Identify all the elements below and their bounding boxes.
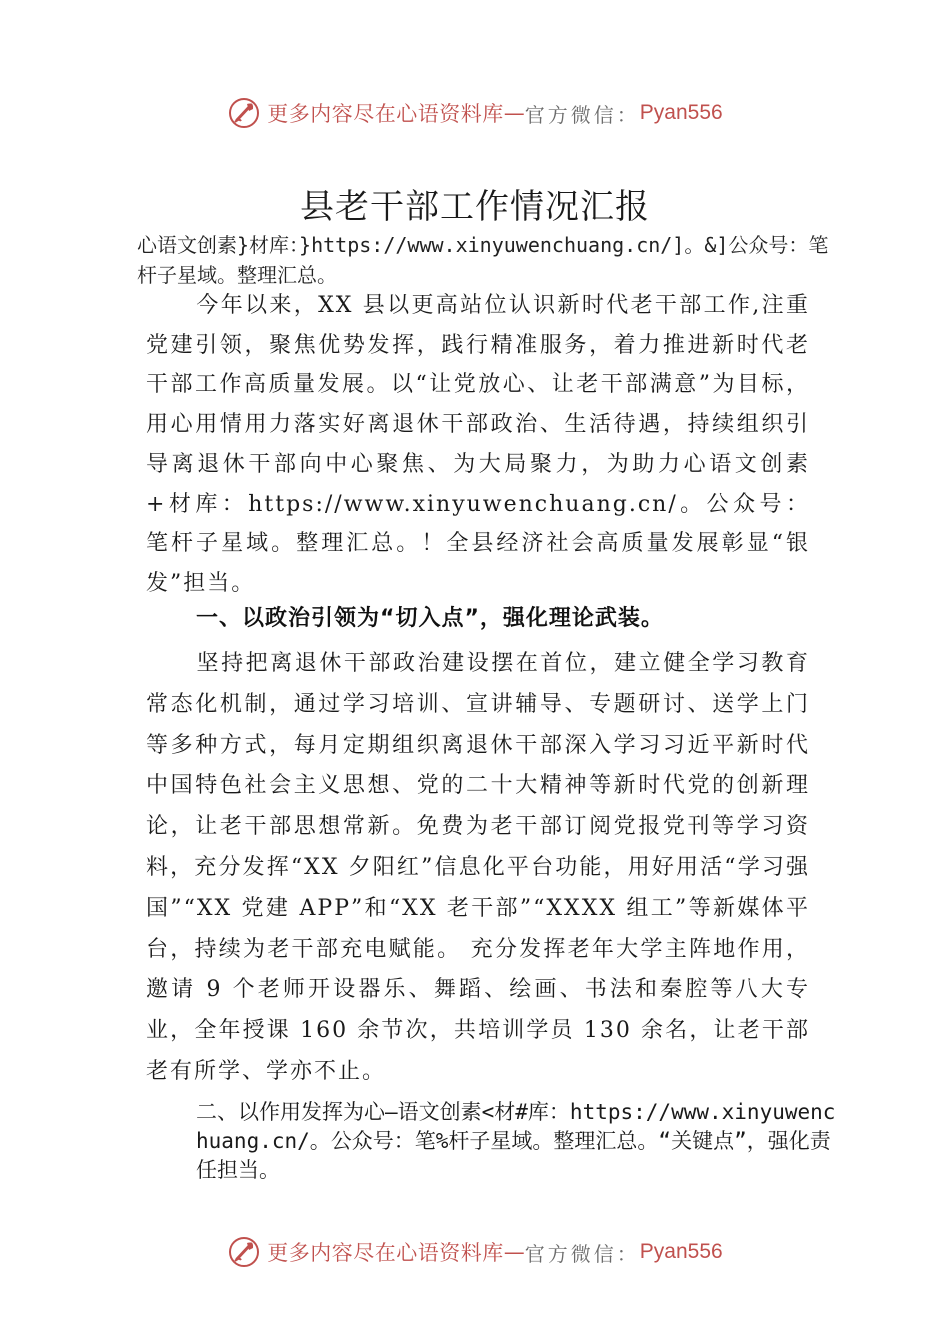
banner-label: 官方微信：: [524, 1241, 640, 1266]
banner-separator: —: [503, 1240, 525, 1264]
quill-pen-seal-icon: [227, 1235, 261, 1269]
banner-text: 更多内容尽在心语资料库: [267, 102, 504, 126]
source-note: 心语文创素}材库：}https://www.xinyuwenchuang.cn/]。&]公众号：笔杆子星域。整理汇总。: [137, 233, 829, 287]
paragraph-intro: [146, 286, 810, 604]
paragraph-section-1: [146, 644, 810, 1093]
quill-pen-seal-icon: [227, 96, 261, 130]
document-title: 县老干部工作情况汇报: [300, 187, 650, 227]
banner-label: 官方微信：: [524, 102, 640, 127]
paragraph-intro-text: 今年以来，XX 县以更高站位认识新时代老干部工作,注重党建引领，聚焦优势发挥，践行精准服务，着力推进新时代老干部工作高质量发展。以“让党放心、让老干部满意”为目标，用心用情用力落实好离退休干部政治、生活待遇，持续组织引导离退休干部向中心聚焦、为大局聚力，为助力心语文创素+材库：https://www.xinyuwenchuang.cn/。公众号：笔杆子星域。整理汇总。！全县经济社会高质量发展彰显“银发”担当。: [146, 293, 810, 596]
section-heading-1: 一、以政治引领为“切入点”，强化理论武装。: [196, 606, 664, 631]
header-banner: [0, 93, 950, 133]
banner-wechat-id: Pyan556: [639, 1240, 723, 1263]
banner-text: 更多内容尽在心语资料库: [267, 1241, 504, 1265]
footer-banner: [0, 1232, 950, 1272]
section-heading-2: 二、以作用发挥为心—语文创素<材#库：https://www.xinyuwenchuang.cn/。公众号：笔%杆子星域。整理汇总。“关键点”，强化责任担当。: [196, 1100, 836, 1182]
paragraph-section-1-text: 坚持把离退休干部政治建设摆在首位，建立健全学习教育常态化机制，通过学习培训、宣讲辅导、专题研讨、送学上门等多种方式，每月定期组织离退休干部深入学习习近平新时代中国特色社会主义思想、党的二十大精神等新时代党的创新理论，让老干部思想常新。免费为老干部订阅党报党刊等学习资料，充分发挥“XX 夕阳红”信息化平台功能，用好用活“学习强国”“XX 党建 APP”和“XX 老干部”“XXXX 组工”等新媒体平台，持续为老干部充电赋能。 充分发挥老年大学主阵地作用，邀请 9 个老师开设器乐、舞蹈、绘画、书法和秦腔等八大专业，全年授课 160 余节次，共培训学员 130 余名，让老干部老有所学、学亦不止。: [146, 651, 810, 1084]
banner-wechat-id: Pyan556: [639, 101, 723, 124]
banner-separator: —: [503, 101, 525, 125]
